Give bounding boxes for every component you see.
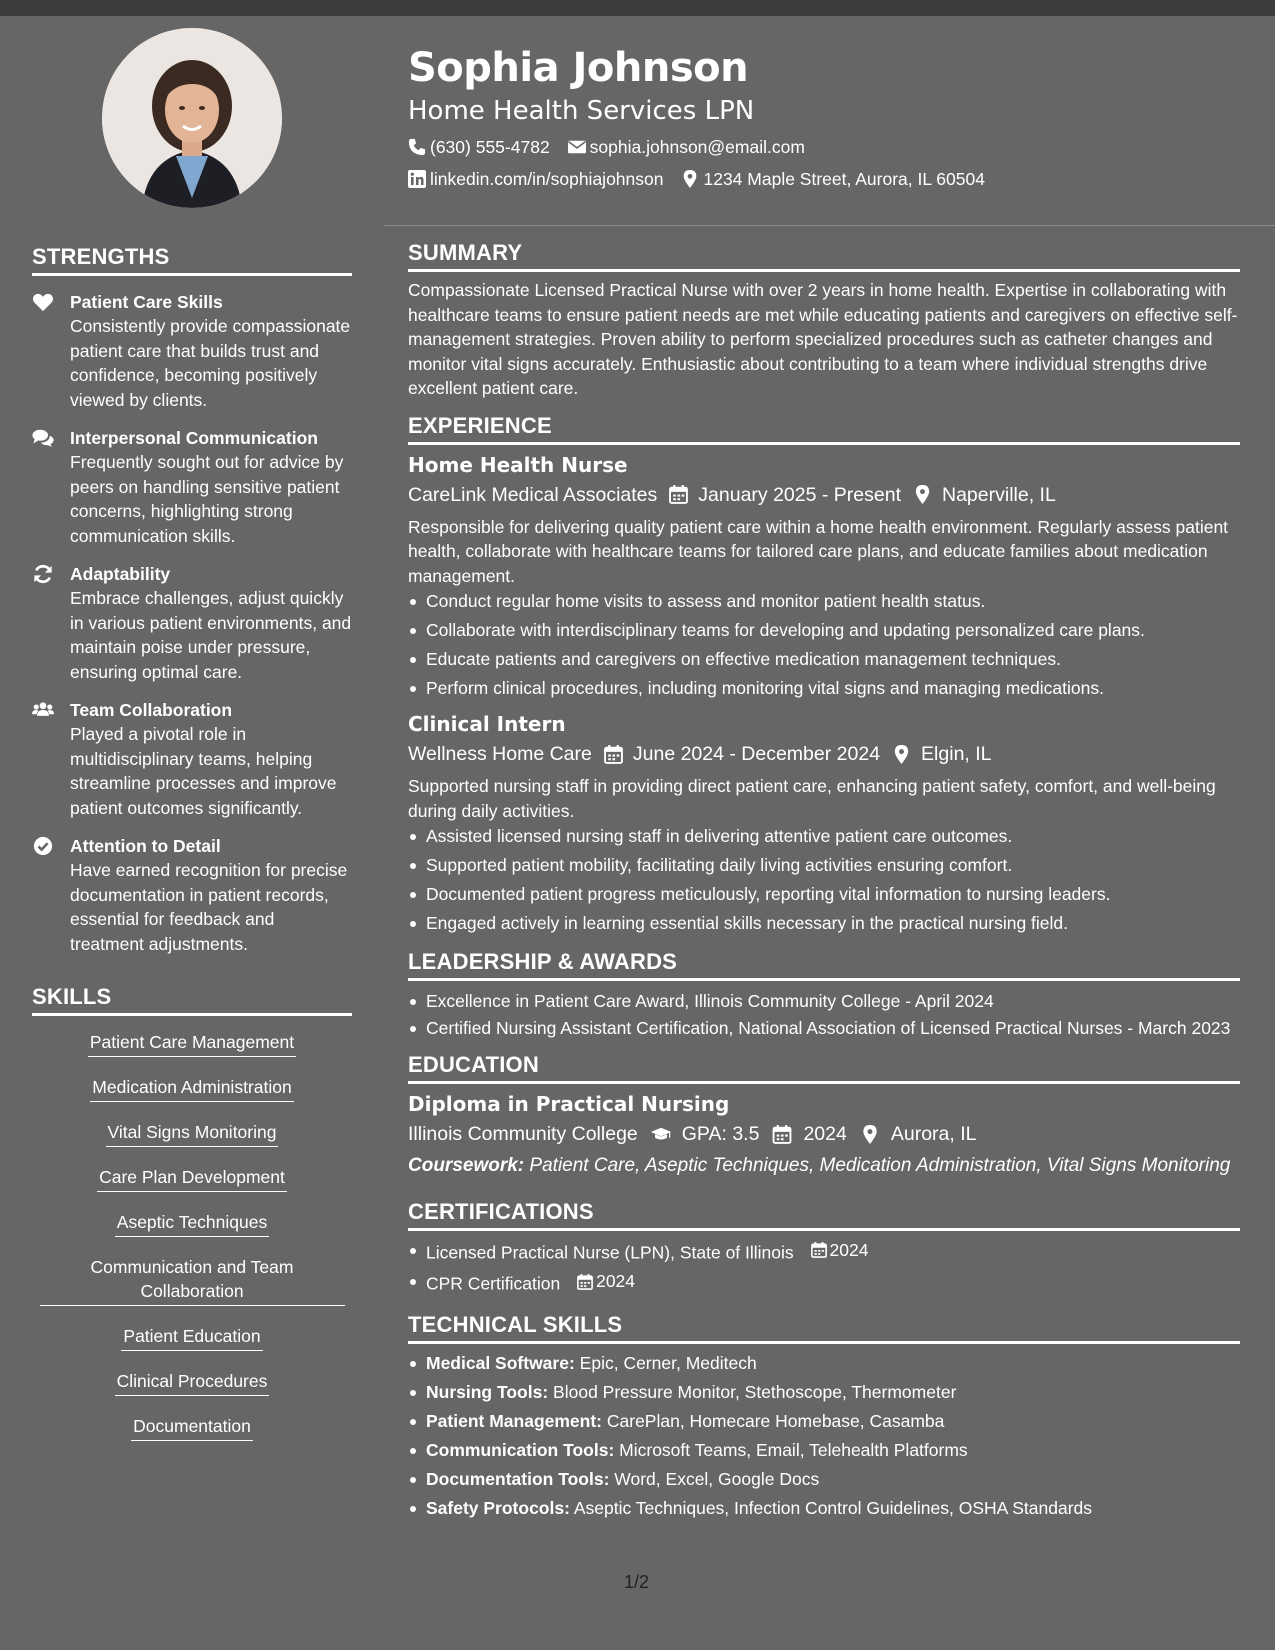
technical-skills-section — [408, 1312, 1240, 1522]
job-company: CareLink Medical Associates — [408, 483, 658, 506]
job-bullet: Assisted licensed nursing staff in delivering attentive patient care outcomes. — [408, 823, 1240, 850]
skills-list — [32, 1030, 352, 1459]
candidate-title: Home Health Services LPN — [408, 96, 755, 126]
users-icon — [32, 698, 70, 820]
summary-heading: SUMMARY — [408, 240, 1240, 272]
certifications-section — [408, 1199, 1240, 1298]
certification-year: 2024 — [596, 1271, 636, 1291]
education-gpa-text: GPA: 3.5 — [681, 1123, 760, 1145]
strength-description: Have earned recognition for precise documentation in patient records, essential for feedback and treatment adjustments. — [70, 860, 348, 954]
strength-item — [32, 562, 352, 684]
certification-year: 2024 — [829, 1239, 869, 1260]
job-bullets — [408, 823, 1240, 937]
skill-item: Vital Signs Monitoring — [106, 1120, 279, 1147]
email-text[interactable]: sophia.johnson@email.com — [589, 137, 805, 157]
education-gpa — [650, 1120, 760, 1148]
technical-skill-value: Microsoft Teams, Email, Telehealth Platforms — [619, 1439, 968, 1460]
certification-item — [408, 1268, 1240, 1298]
graduation-cap-icon — [650, 1125, 672, 1144]
technical-skill-item — [408, 1437, 1240, 1464]
award-item: Certified Nursing Assistant Certification, National Association of Licensed Practical Nurses - March 2023 — [408, 1016, 1240, 1041]
technical-skill-value: CarePlan, Homecare Homebase, Casamba — [606, 1410, 945, 1431]
calendar-icon — [669, 485, 688, 504]
email-contact[interactable] — [568, 135, 805, 159]
address-text: 1234 Maple Street, Aurora, IL 60504 — [703, 169, 985, 189]
refresh-icon — [32, 562, 70, 684]
job-title: Clinical Intern — [408, 712, 566, 736]
education-location-text: Aurora, IL — [890, 1123, 977, 1145]
job-dates — [669, 481, 901, 509]
coursework-label: Coursework: — [408, 1155, 525, 1176]
technical-skill-label: Nursing Tools: — [426, 1381, 549, 1402]
contact-row — [408, 167, 1238, 191]
awards-heading: LEADERSHIP & AWARDS — [408, 949, 1240, 981]
skills-heading: SKILLS — [32, 984, 352, 1016]
certification-date — [811, 1237, 869, 1264]
education-year — [771, 1120, 846, 1148]
experience-section — [408, 413, 1240, 938]
technical-skill-item — [408, 1408, 1240, 1435]
left-column — [32, 28, 352, 1459]
strength-item — [32, 426, 352, 548]
technical-skill-value: Word, Excel, Google Docs — [614, 1468, 820, 1489]
skill-item: Care Plan Development — [97, 1165, 287, 1192]
strength-item — [32, 834, 352, 956]
resume-header — [408, 44, 1238, 191]
skill-item: Documentation — [131, 1414, 253, 1441]
strength-description: Embrace challenges, adjust quickly in various patient environments, and maintain poise under pressure, ensuring optimal care. — [70, 588, 352, 682]
job-entry — [408, 451, 1240, 703]
top-bar — [0, 0, 1275, 16]
job-dates-text: January 2025 - Present — [698, 483, 901, 506]
calendar-icon — [577, 1274, 593, 1290]
technical-skill-item — [408, 1350, 1240, 1377]
location-pin-icon — [913, 485, 932, 504]
technical-skills-heading: TECHNICAL SKILLS — [408, 1312, 1240, 1344]
technical-skill-value: Aseptic Techniques, Infection Control Guidelines, OSHA Standards — [573, 1497, 1093, 1518]
job-bullet: Educate patients and caregivers on effective medication management techniques. — [408, 646, 1240, 673]
skill-item: Patient Care Management — [88, 1030, 296, 1057]
job-bullet: Documented patient progress meticulously, reporting vital information to nursing leaders. — [408, 881, 1240, 908]
skill-item: Aseptic Techniques — [115, 1210, 269, 1237]
strength-name: Adaptability — [70, 564, 171, 584]
contact-row — [408, 135, 1238, 159]
job-description: Responsible for delivering quality patient care within a home health environment. Regularly assess patient health, collaborate with healthcare teams for tailored care plans, and educate families about medication management. — [408, 516, 1229, 586]
calendar-icon — [811, 1242, 827, 1258]
linkedin-text[interactable]: linkedin.com/in/sophiajohnson — [430, 169, 664, 189]
candidate-name: Sophia Johnson — [408, 45, 749, 91]
linkedin-icon — [408, 170, 426, 188]
job-bullet: Engaged actively in learning essential skills necessary in the practical nursing field. — [408, 910, 1240, 937]
header-divider — [384, 225, 1275, 226]
strength-name: Patient Care Skills — [70, 292, 223, 312]
certification-item — [408, 1237, 1240, 1267]
experience-heading: EXPERIENCE — [408, 413, 1240, 445]
job-location-text: Naperville, IL — [942, 483, 1056, 506]
phone-text: (630) 555-4782 — [430, 137, 550, 157]
phone-contact — [408, 135, 550, 159]
job-dates-text: June 2024 - December 2024 — [632, 743, 881, 765]
education-meta — [408, 1120, 1240, 1148]
skill-item: Medication Administration — [90, 1075, 293, 1102]
calendar-icon — [604, 745, 623, 764]
strength-name: Team Collaboration — [70, 700, 233, 720]
job-bullet: Conduct regular home visits to assess and monitor patient health status. — [408, 588, 1240, 615]
phone-icon — [408, 138, 426, 156]
technical-skill-item — [408, 1379, 1240, 1406]
technical-skill-label: Documentation Tools: — [426, 1468, 610, 1489]
job-meta — [408, 740, 1240, 768]
strength-name: Attention to Detail — [70, 836, 221, 856]
strengths-heading: STRENGTHS — [32, 244, 352, 276]
technical-skill-item — [408, 1466, 1240, 1493]
main-column — [408, 240, 1240, 1522]
profile-photo-image — [102, 28, 282, 208]
comments-icon — [32, 426, 70, 548]
profile-photo — [102, 28, 282, 208]
location-pin-icon — [892, 745, 911, 764]
technical-skill-label: Medical Software: — [426, 1352, 575, 1373]
job-location-text: Elgin, IL — [921, 743, 992, 765]
skill-item: Communication and Team Collaboration — [40, 1255, 345, 1306]
strength-description: Frequently sought out for advice by peers on handling sensitive patient concerns, highlighting strong communication skills. — [70, 452, 344, 546]
certification-date — [577, 1268, 635, 1295]
education-coursework — [408, 1154, 1240, 1179]
location-pin-icon — [681, 170, 699, 188]
job-bullet: Perform clinical procedures, including monitoring vital signs and managing medications. — [408, 675, 1240, 702]
heart-icon — [32, 290, 70, 412]
check-circle-icon — [32, 834, 70, 956]
education-section — [408, 1052, 1240, 1179]
job-company: Wellness Home Care — [408, 743, 592, 765]
summary-text: Compassionate Licensed Practical Nurse with over 2 years in home health. Expertise in collaborating with healthcare teams to ensure patient needs are met while educating patients and caregivers on effective self-management strategies. Proven ability to perform specialized procedures such as catheter changes and monitor vital signs accurately. Enthusiastic about contributing to a team where individual strengths drive excellent patient care. — [408, 280, 1238, 398]
strength-item — [32, 698, 352, 820]
technical-skill-item — [408, 1495, 1240, 1522]
strength-description: Consistently provide compassionate patient care that builds trust and confidence, becoming positively viewed by clients. — [70, 316, 351, 410]
job-title: Home Health Nurse — [408, 452, 628, 477]
skill-item: Patient Education — [121, 1324, 262, 1351]
job-bullets — [408, 588, 1240, 702]
education-heading: EDUCATION — [408, 1052, 1240, 1084]
technical-skill-label: Safety Protocols: — [426, 1497, 570, 1518]
technical-skill-label: Communication Tools: — [426, 1439, 615, 1460]
job-meta — [408, 481, 1240, 509]
location-pin-icon — [859, 1125, 881, 1144]
summary-section — [408, 240, 1240, 401]
envelope-icon — [568, 138, 586, 156]
job-location — [913, 481, 1056, 509]
award-item: Excellence in Patient Care Award, Illinois Community College - April 2024 — [408, 989, 1240, 1014]
certification-name: Licensed Practical Nurse (LPN), State of Illinois — [426, 1242, 794, 1262]
education-school: Illinois Community College — [408, 1123, 638, 1145]
strength-description: Played a pivotal role in multidisciplinary teams, helping streamline processes and improve patient outcomes significantly. — [70, 724, 337, 818]
calendar-icon — [771, 1125, 793, 1144]
job-entry — [408, 710, 1240, 937]
skill-item: Clinical Procedures — [115, 1369, 270, 1396]
job-bullet: Collaborate with interdisciplinary teams for developing and updating personalized care plans. — [408, 617, 1240, 644]
certifications-heading: CERTIFICATIONS — [408, 1199, 1240, 1231]
education-location — [859, 1120, 977, 1148]
address-contact — [681, 167, 985, 191]
job-bullet: Supported patient mobility, facilitating daily living activities ensuring comfort. — [408, 852, 1240, 879]
coursework-text: Patient Care, Aseptic Techniques, Medication Administration, Vital Signs Monitoring — [529, 1155, 1231, 1176]
technical-skill-label: Patient Management: — [426, 1410, 602, 1431]
job-description: Supported nursing staff in providing direct patient care, enhancing patient safety, comfort, and well-being during daily activities. — [408, 776, 1216, 821]
education-year-text: 2024 — [803, 1123, 847, 1145]
certifications-list — [408, 1237, 1240, 1298]
certification-name: CPR Certification — [426, 1273, 561, 1294]
technical-skill-value: Blood Pressure Monitor, Stethoscope, Thermometer — [553, 1381, 957, 1402]
job-location — [892, 740, 991, 768]
technical-skills-list — [408, 1350, 1240, 1522]
job-dates — [604, 740, 880, 768]
page-indicator: 1/2 — [624, 1572, 650, 1592]
strength-item — [32, 290, 352, 412]
awards-list — [408, 989, 1240, 1040]
strength-name: Interpersonal Communication — [70, 428, 318, 448]
linkedin-contact[interactable] — [408, 167, 663, 191]
technical-skill-value: Epic, Cerner, Meditech — [579, 1352, 757, 1373]
awards-section — [408, 949, 1240, 1040]
education-degree: Diploma in Practical Nursing — [408, 1092, 730, 1116]
